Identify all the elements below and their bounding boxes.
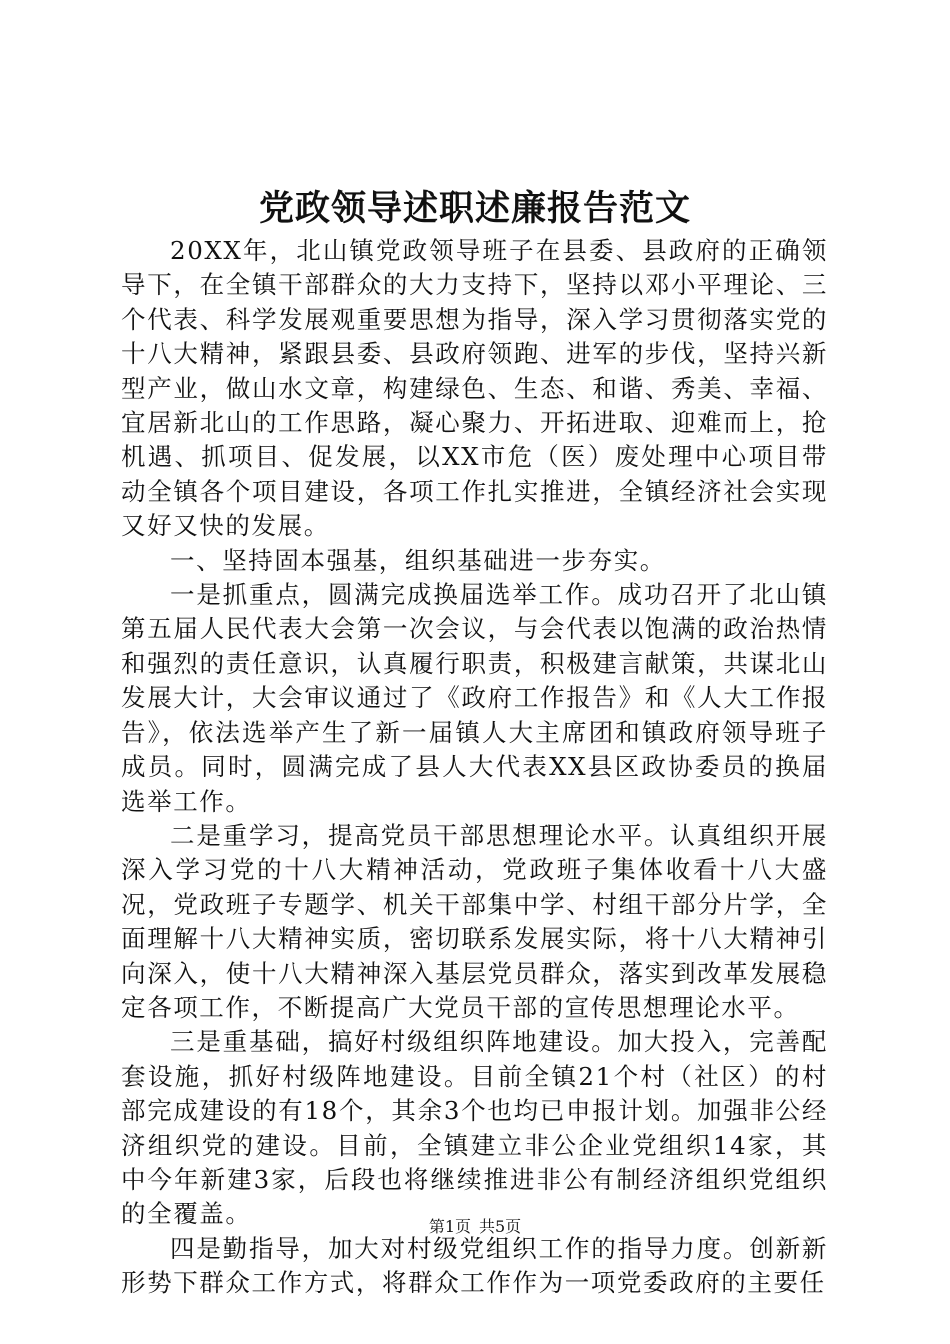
section-heading-1: 一、坚持固本强基，组织基础进一步夯实。 xyxy=(170,545,666,575)
page-footer xyxy=(0,1216,950,1238)
body-paragraph: 二是重学习，提高党员干部思想理论水平。认真组织开展深入学习党的十八大精神活动，党政班子集体收看十八大盛况，党政班子专题学、机关干部集中学、村组干部分片学，全面理解十八大精神实质，密切联系发展实际，将十八大精神引向深入，使十八大精神深入基层党员群众，落实到改革发展稳定各项工作，不断提高广大党员干部的宣传思想理论水平。 xyxy=(121,820,828,1022)
body-paragraph: 三是重基础，搞好村级组织阵地建设。加大投入，完善配套设施，抓好村级阵地建设。目前全镇21个村（社区）的村部完成建设的有18个，其余3个也均已申报计划。加强非公经济组织党的建设。目前，全镇建立非公企业党组织14家，其中今年新建3家，后段也将继续推进非公有制经济组织党组织的全覆盖。 xyxy=(121,1027,828,1229)
document-body xyxy=(121,234,828,1301)
document-title: 党政领导述职述廉报告范文 xyxy=(258,188,691,229)
intro-paragraph: 20XX年，北山镇党政领导班子在县委、县政府的正确领导下，在全镇干部群众的大力支持下，坚持以邓小平理论、三个代表、科学发展观重要思想为指导，深入学习贯彻落实党的十八大精神，紧跟县委、县政府领跑、进军的步伐，坚持兴新型产业，做山水文章，构建绿色、生态、和谐、秀美、幸福、宜居新北山的工作思路，凝心聚力、开拓进取、迎难而上，抢机遇、抓项目、促发展，以XX市危（医）废处理中心项目带动全镇各个项目建设，各项工作扎实推进，全镇经济社会实现又好又快的发展。 xyxy=(121,236,828,541)
body-paragraph: 一是抓重点，圆满完成换届选举工作。成功召开了北山镇第五届人民代表大会第一次会议，与会代表以饱满的政治热情和强烈的责任意识，认真履行职责，积极建言献策，共谋北山发展大计，大会审议通过了《政府工作报告》和《人大工作报告》，依法选举产生了新一届镇人大主席团和镇政府领导班子成员。同时，圆满完成了县人大代表XX县区政协委员的换届选举工作。 xyxy=(121,580,828,816)
page-number: 第1页 xyxy=(428,1217,471,1236)
page-total: 共5页 xyxy=(479,1217,522,1236)
body-paragraph: 四是勤指导，加大对村级党组织工作的指导力度。创新新形势下群众工作方式，将群众工作作为一项党委政府的主要任 xyxy=(121,1233,828,1298)
